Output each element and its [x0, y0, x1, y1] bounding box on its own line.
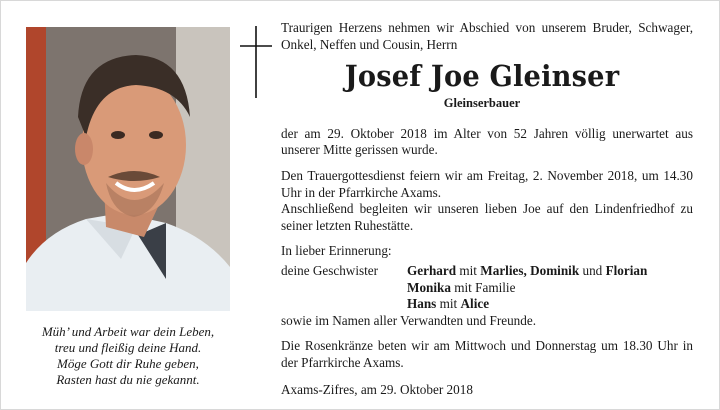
notice-body [281, 20, 693, 398]
connector-text: mit [456, 262, 481, 278]
partner-name: Florian [605, 262, 648, 278]
deceased-name: Josef Joe Gleinser [344, 59, 620, 94]
family-row [407, 263, 647, 280]
sibling-name: Gerhard [407, 262, 457, 278]
family-list [281, 263, 693, 313]
verse-line: Müh’ und Arbeit war dein Leben, [41, 324, 215, 339]
rosary-text: Die Rosenkränze beten wir am Mittwoch und Donnerstag um 18.30 Uhr in der Pfarrkirche Axams. [281, 338, 693, 370]
family-row [407, 280, 647, 297]
portrait-photo [26, 27, 230, 311]
verse-line: Möge Gott dir Ruhe geben, [57, 356, 199, 371]
family-row [407, 296, 647, 313]
place-date: Axams-Zifres, am 29. Oktober 2018 [281, 381, 473, 397]
verse-line: Rasten hast du nie gekannt. [56, 372, 200, 387]
connector-text: und [579, 262, 606, 278]
memory-heading: In lieber Erinnerung: [281, 243, 392, 259]
burial-text: Anschließend begleiten wir unseren lieben Joe auf den Lindenfriedhof zu seiner letzten Ruhestätte. [281, 201, 693, 233]
memorial-verse [26, 324, 230, 388]
connector-text: mit [436, 296, 461, 312]
relatives-text: sowie im Namen aller Verwandten und Freunde. [281, 312, 537, 328]
family-label: deine Geschwister [281, 262, 379, 278]
intro-text: Traurigen Herzens nehmen wir Abschied von unserem Bruder, Schwager, Onkel, Neffen und Cousin, Herrn [281, 20, 693, 52]
partner-name: Alice [460, 296, 490, 312]
service-text: Den Trauergottesdienst feiern wir am Freitag, 2. November 2018, um 14.30 Uhr in der Pfarrkirche Axams. [281, 167, 693, 200]
death-notice-text: der am 29. Oktober 2018 im Alter von 52 Jahren völlig unerwartet aus unserer Mitte gerissen wurde. [281, 125, 693, 158]
sibling-name: Hans [407, 296, 437, 312]
deceased-subname: Gleinserbauer [443, 96, 521, 111]
cross-icon [240, 26, 272, 98]
verse-line: treu und fleißig deine Hand. [54, 340, 202, 355]
connector-text: mit Familie [450, 279, 516, 295]
partner-names: Marlies, Dominik [480, 262, 580, 278]
sibling-name: Monika [407, 279, 451, 295]
